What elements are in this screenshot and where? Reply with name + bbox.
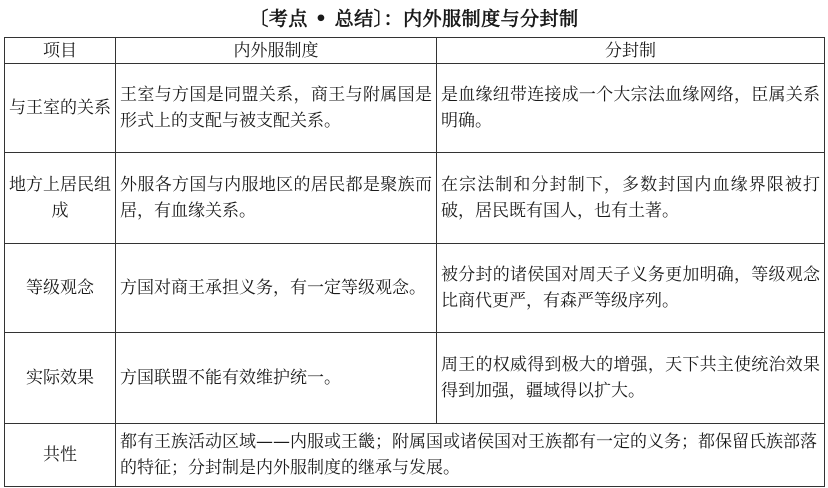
fenfeng-cell: 是血缘纽带连接成一个大宗法血缘网络，臣属关系明确。 <box>437 64 825 153</box>
row-item-label: 等级观念 <box>5 244 116 333</box>
row-item-label: 与王室的关系 <box>5 64 116 153</box>
header-row <box>5 38 825 64</box>
fenfeng-cell: 被分封的诸侯国对周天子义务更加明确，等级观念比商代更严，有森严等级序列。 <box>437 244 825 333</box>
neiwaifu-cell: 王室与方国是同盟关系，商王与附属国是形式上的支配与被支配关系。 <box>116 64 437 153</box>
common-label: 共性 <box>5 424 116 487</box>
table-row <box>5 153 825 244</box>
table-row <box>5 244 825 333</box>
row-item-label: 实际效果 <box>5 333 116 424</box>
comparison-table <box>4 37 825 487</box>
neiwaifu-cell: 方国对商王承担义务，有一定等级观念。 <box>116 244 437 333</box>
common-row <box>5 424 825 487</box>
fenfeng-cell: 在宗法制和分封制下，多数封国内血缘界限被打破，居民既有国人，也有土著。 <box>437 153 825 244</box>
common-text: 都有王族活动区域——内服或王畿；附属国或诸侯国对王族都有一定的义务；都保留氏族部落的特征；分封制是内外服制度的继承与发展。 <box>116 424 825 487</box>
table-row <box>5 64 825 153</box>
header-neiwaifu: 内外服制度 <box>116 38 437 64</box>
table-row <box>5 333 825 424</box>
fenfeng-cell: 周王的权威得到极大的增强，天下共主使统治效果得到加强，疆域得以扩大。 <box>437 333 825 424</box>
neiwaifu-cell: 方国联盟不能有效维护统一。 <box>116 333 437 424</box>
neiwaifu-cell: 外服各方国与内服地区的居民都是聚族而居，有血缘关系。 <box>116 153 437 244</box>
header-item: 项目 <box>5 38 116 64</box>
row-item-label: 地方上居民组成 <box>5 153 116 244</box>
header-fenfeng: 分封制 <box>437 38 825 64</box>
page-title: 〔考点 • 总结〕：内外服制度与分封制 <box>249 8 579 30</box>
